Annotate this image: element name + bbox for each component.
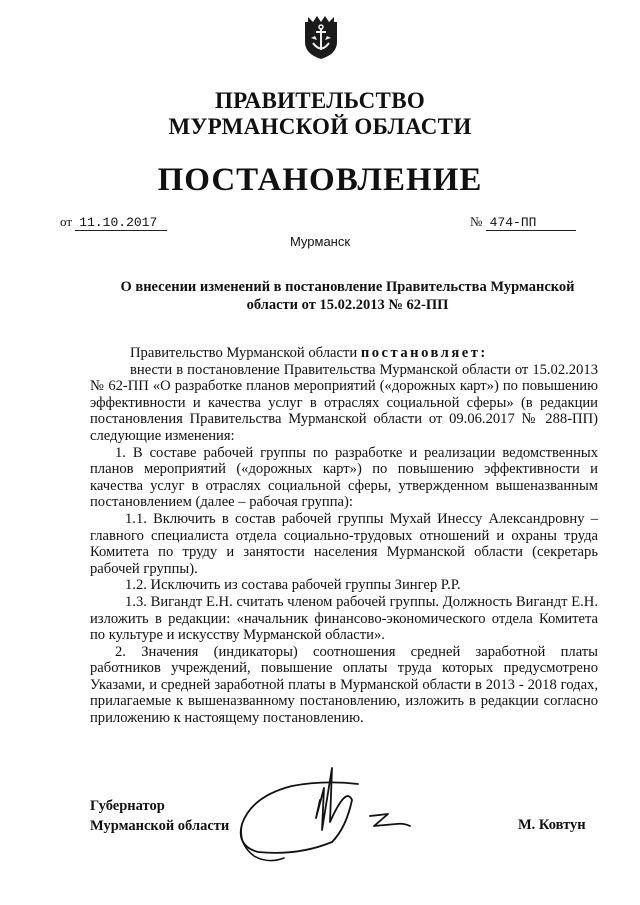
document-number bbox=[470, 214, 576, 231]
paragraph-item-1-1: 1.1. Включить в состав рабочей группы Мухай Инессу Александровну – главного специалиста отдела социально-трудовых отношений и охраны труда Комитета по труду и занятости населения Мурманской области (секретарь рабочей группы). bbox=[90, 510, 598, 577]
document-date bbox=[60, 214, 167, 231]
signatory-title bbox=[90, 796, 229, 836]
signatory-name: М. Ковтун bbox=[518, 817, 586, 833]
document-subject: О внесении изменений в постановление Правительства Мурманской области от 15.02.2013 № 62-ПП bbox=[120, 279, 575, 313]
signatory-title-line2: Мурманской области bbox=[90, 818, 230, 834]
paragraph-item-2: 2. Значения (индикаторы) соотношения средней заработной платы работников учреждений, повышение оплаты труда которых предусмотрено Указами, и средней заработной платы в Мурманской области в 2013 - 2018 годах, прилагаемые к вышеназванному постановлению, изложить в редакции согласно приложению к настоящему постановлению. bbox=[90, 643, 598, 727]
intro-paragraph bbox=[90, 345, 598, 362]
paragraph-item-1-3: 1.3. Вигандт Е.Н. считать членом рабочей группы. Должность Вигандт Е.Н. изложить в редакции: «начальник финансово-экономического отдела Комитета по культуре и искусству Мурманской области». bbox=[90, 593, 598, 644]
signatory-title-line1: Губернатор bbox=[90, 798, 165, 814]
intro-verb: постановляет: bbox=[360, 345, 488, 361]
intro-lead: Правительство Мурманской области bbox=[130, 345, 361, 361]
document-body bbox=[90, 345, 598, 727]
coat-of-arms-icon bbox=[303, 14, 339, 60]
document-type-title: ПОСТАНОВЛЕНИЕ bbox=[157, 162, 483, 198]
paragraph-item-1-2: 1.2. Исключить из состава рабочей группы Зингер Р.Р. bbox=[125, 577, 461, 594]
paragraph-item-1: 1. В составе рабочей группы по разработке и реализации ведомственных планов мероприятий («дорожных карт») по повышению эффективности и качества услуг в отраслях социальной сферы, утвержденном вышеназванным постановлением (далее – рабочая группа): bbox=[90, 444, 598, 511]
number-value: 474-ПП bbox=[486, 215, 577, 231]
date-value: 11.10.2017 bbox=[75, 215, 167, 231]
city-name: Мурманск bbox=[289, 234, 351, 249]
government-name-line2: МУРМАНСКОЙ ОБЛАСТИ bbox=[168, 114, 472, 139]
paragraph-decision: внести в постановление Правительства Мурманской области от 15.02.2013 № 62-ПП «О разработке планов мероприятий («дорожных карт») по повышению эффективности и качества услуг в отраслях социальной сферы» (в редакции постановления Правительства Мурманской области от 09.06.2017 № 288-ПП) следующие изменения: bbox=[90, 361, 598, 444]
handwritten-signature-icon bbox=[228, 760, 428, 870]
government-name-line1: ПРАВИТЕЛЬСТВО bbox=[214, 88, 426, 113]
date-prefix: от bbox=[60, 214, 73, 229]
number-prefix: № bbox=[470, 214, 483, 229]
